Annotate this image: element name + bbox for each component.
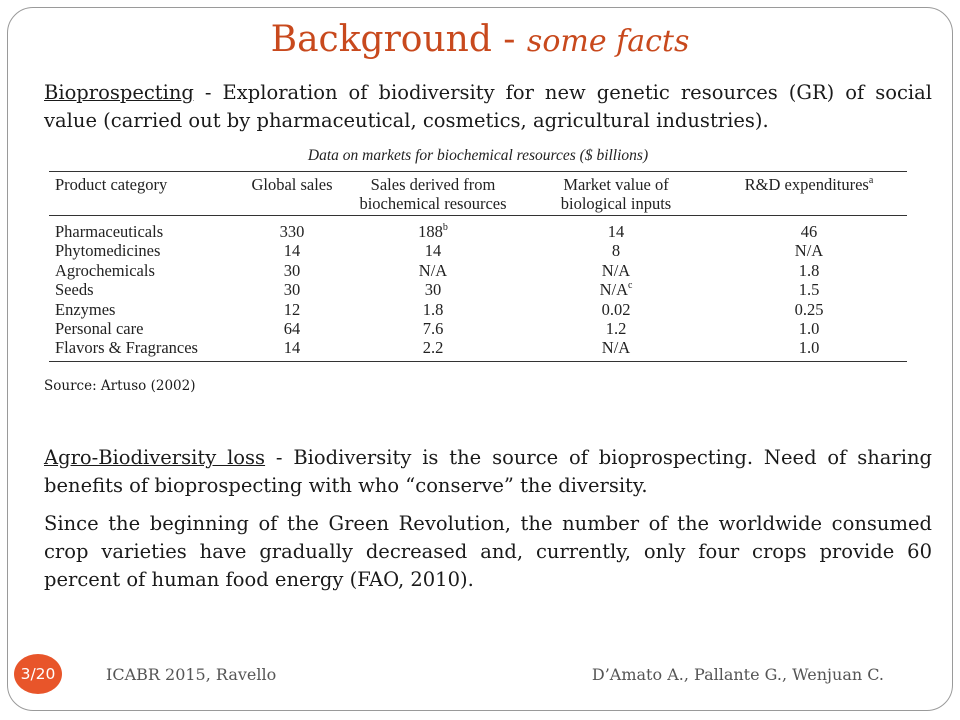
cell-product-category: Flavors & Fragrances bbox=[49, 338, 239, 361]
cell-rd-expenditures: 1.8 bbox=[798, 260, 820, 280]
title-subtitle: some facts bbox=[526, 24, 690, 59]
cell-sales-derived: 188$^b$ bbox=[418, 221, 448, 241]
cell-rd-expenditures: 1.0 bbox=[711, 338, 907, 361]
footnote-marker: c bbox=[627, 279, 633, 291]
table-row bbox=[49, 280, 907, 299]
green-revolution-paragraph: Since the beginning of the Green Revolution, the number of the worldwide consumed crop varieties have gradually decreased and, currently, only four crops provide 60 percent of human food energy (FAO, 2010). bbox=[44, 512, 932, 591]
cell-global-sales: 30 bbox=[283, 260, 301, 280]
agro-biodiversity-text: - Biodiversity is the source of bioprospecting. Need of sharing benefits of bioprospecting with who “conserve” the diversity. bbox=[44, 446, 932, 497]
cell-sales-derived: 1.8 bbox=[422, 299, 444, 319]
header-global-sales: Global sales bbox=[239, 172, 345, 216]
table-row bbox=[49, 241, 907, 260]
cell-sales-derived: 30 bbox=[424, 280, 442, 300]
agro-biodiversity-paragraph bbox=[44, 444, 932, 500]
cell-product-category: Enzymes bbox=[55, 299, 116, 319]
table-row bbox=[49, 300, 907, 319]
table-row bbox=[49, 261, 907, 280]
cell-global-sales: 64 bbox=[283, 319, 301, 339]
agro-biodiversity-term: Agro-Biodiversity loss bbox=[44, 446, 266, 469]
cell-rd-expenditures: 1.5 bbox=[798, 280, 820, 300]
table-body bbox=[49, 216, 907, 362]
slide-title bbox=[0, 18, 960, 64]
cell-sales-derived: 7.6 bbox=[422, 319, 444, 339]
cell-market-value: N/A bbox=[521, 338, 711, 361]
bioprospecting-paragraph bbox=[44, 79, 932, 135]
table-header bbox=[49, 172, 907, 216]
footer-authors: D’Amato A., Pallante G., Wenjuan C. bbox=[591, 665, 884, 684]
table-caption: Data on markets for biochemical resources ($ billions) bbox=[307, 147, 649, 164]
cell-market-value: N/A bbox=[601, 260, 631, 280]
bioprospecting-term: Bioprospecting bbox=[44, 81, 194, 104]
cell-rd-expenditures: 0.25 bbox=[794, 299, 824, 319]
header-rd-expenditures: R&D expenditures$^a$ bbox=[711, 172, 907, 216]
table-row bbox=[49, 319, 907, 338]
cell-market-value: 0.02 bbox=[601, 299, 631, 319]
bioprospecting-definition: - Exploration of biodiversity for new genetic resources (GR) of social value (carried out by pharmaceutical, cosmetics, agricultural industries). bbox=[44, 81, 932, 132]
cell-sales-derived: 2.2 bbox=[345, 338, 521, 361]
cell-product-category: Pharmaceuticals bbox=[55, 222, 164, 241]
cell-rd-expenditures: N/A bbox=[794, 241, 824, 261]
footnote-marker: b bbox=[442, 221, 448, 233]
cell-product-category: Personal care bbox=[55, 319, 144, 339]
cell-market-value: 14 bbox=[607, 222, 625, 241]
table-row bbox=[49, 338, 907, 361]
header-market-value: Market value of biological inputs bbox=[521, 172, 711, 216]
market-data-table-figure bbox=[49, 145, 907, 362]
cell-global-sales: 12 bbox=[283, 299, 301, 319]
cell-product-category: Phytomedicines bbox=[55, 241, 161, 261]
table-source: Source: Artuso (2002) bbox=[44, 378, 196, 394]
cell-rd-expenditures: 46 bbox=[800, 222, 818, 241]
footer-conference: ICABR 2015, Ravello bbox=[106, 665, 277, 684]
header-sales-derived: Sales derived from biochemical resources bbox=[345, 172, 521, 216]
cell-rd-expenditures: 1.0 bbox=[798, 319, 820, 339]
title-main: Background - bbox=[270, 19, 527, 60]
page-number-badge: 3/20 bbox=[14, 654, 62, 694]
cell-global-sales: 14 bbox=[239, 338, 345, 361]
cell-product-category: Seeds bbox=[55, 280, 94, 300]
cell-global-sales: 330 bbox=[279, 222, 305, 241]
cell-market-value: 8 bbox=[611, 241, 621, 261]
cell-market-value: $N/A^c$ bbox=[599, 279, 633, 300]
header-product-category: Product category bbox=[49, 172, 239, 216]
cell-product-category: Agrochemicals bbox=[55, 260, 155, 280]
footnote-marker: a bbox=[868, 174, 874, 186]
cell-market-value: 1.2 bbox=[605, 319, 627, 339]
cell-sales-derived: N/A bbox=[418, 260, 448, 280]
table-row bbox=[49, 216, 907, 242]
cell-sales-derived: 14 bbox=[424, 241, 442, 261]
cell-global-sales: 30 bbox=[283, 280, 301, 300]
cell-global-sales: 14 bbox=[283, 241, 301, 261]
market-data-table bbox=[49, 171, 907, 362]
